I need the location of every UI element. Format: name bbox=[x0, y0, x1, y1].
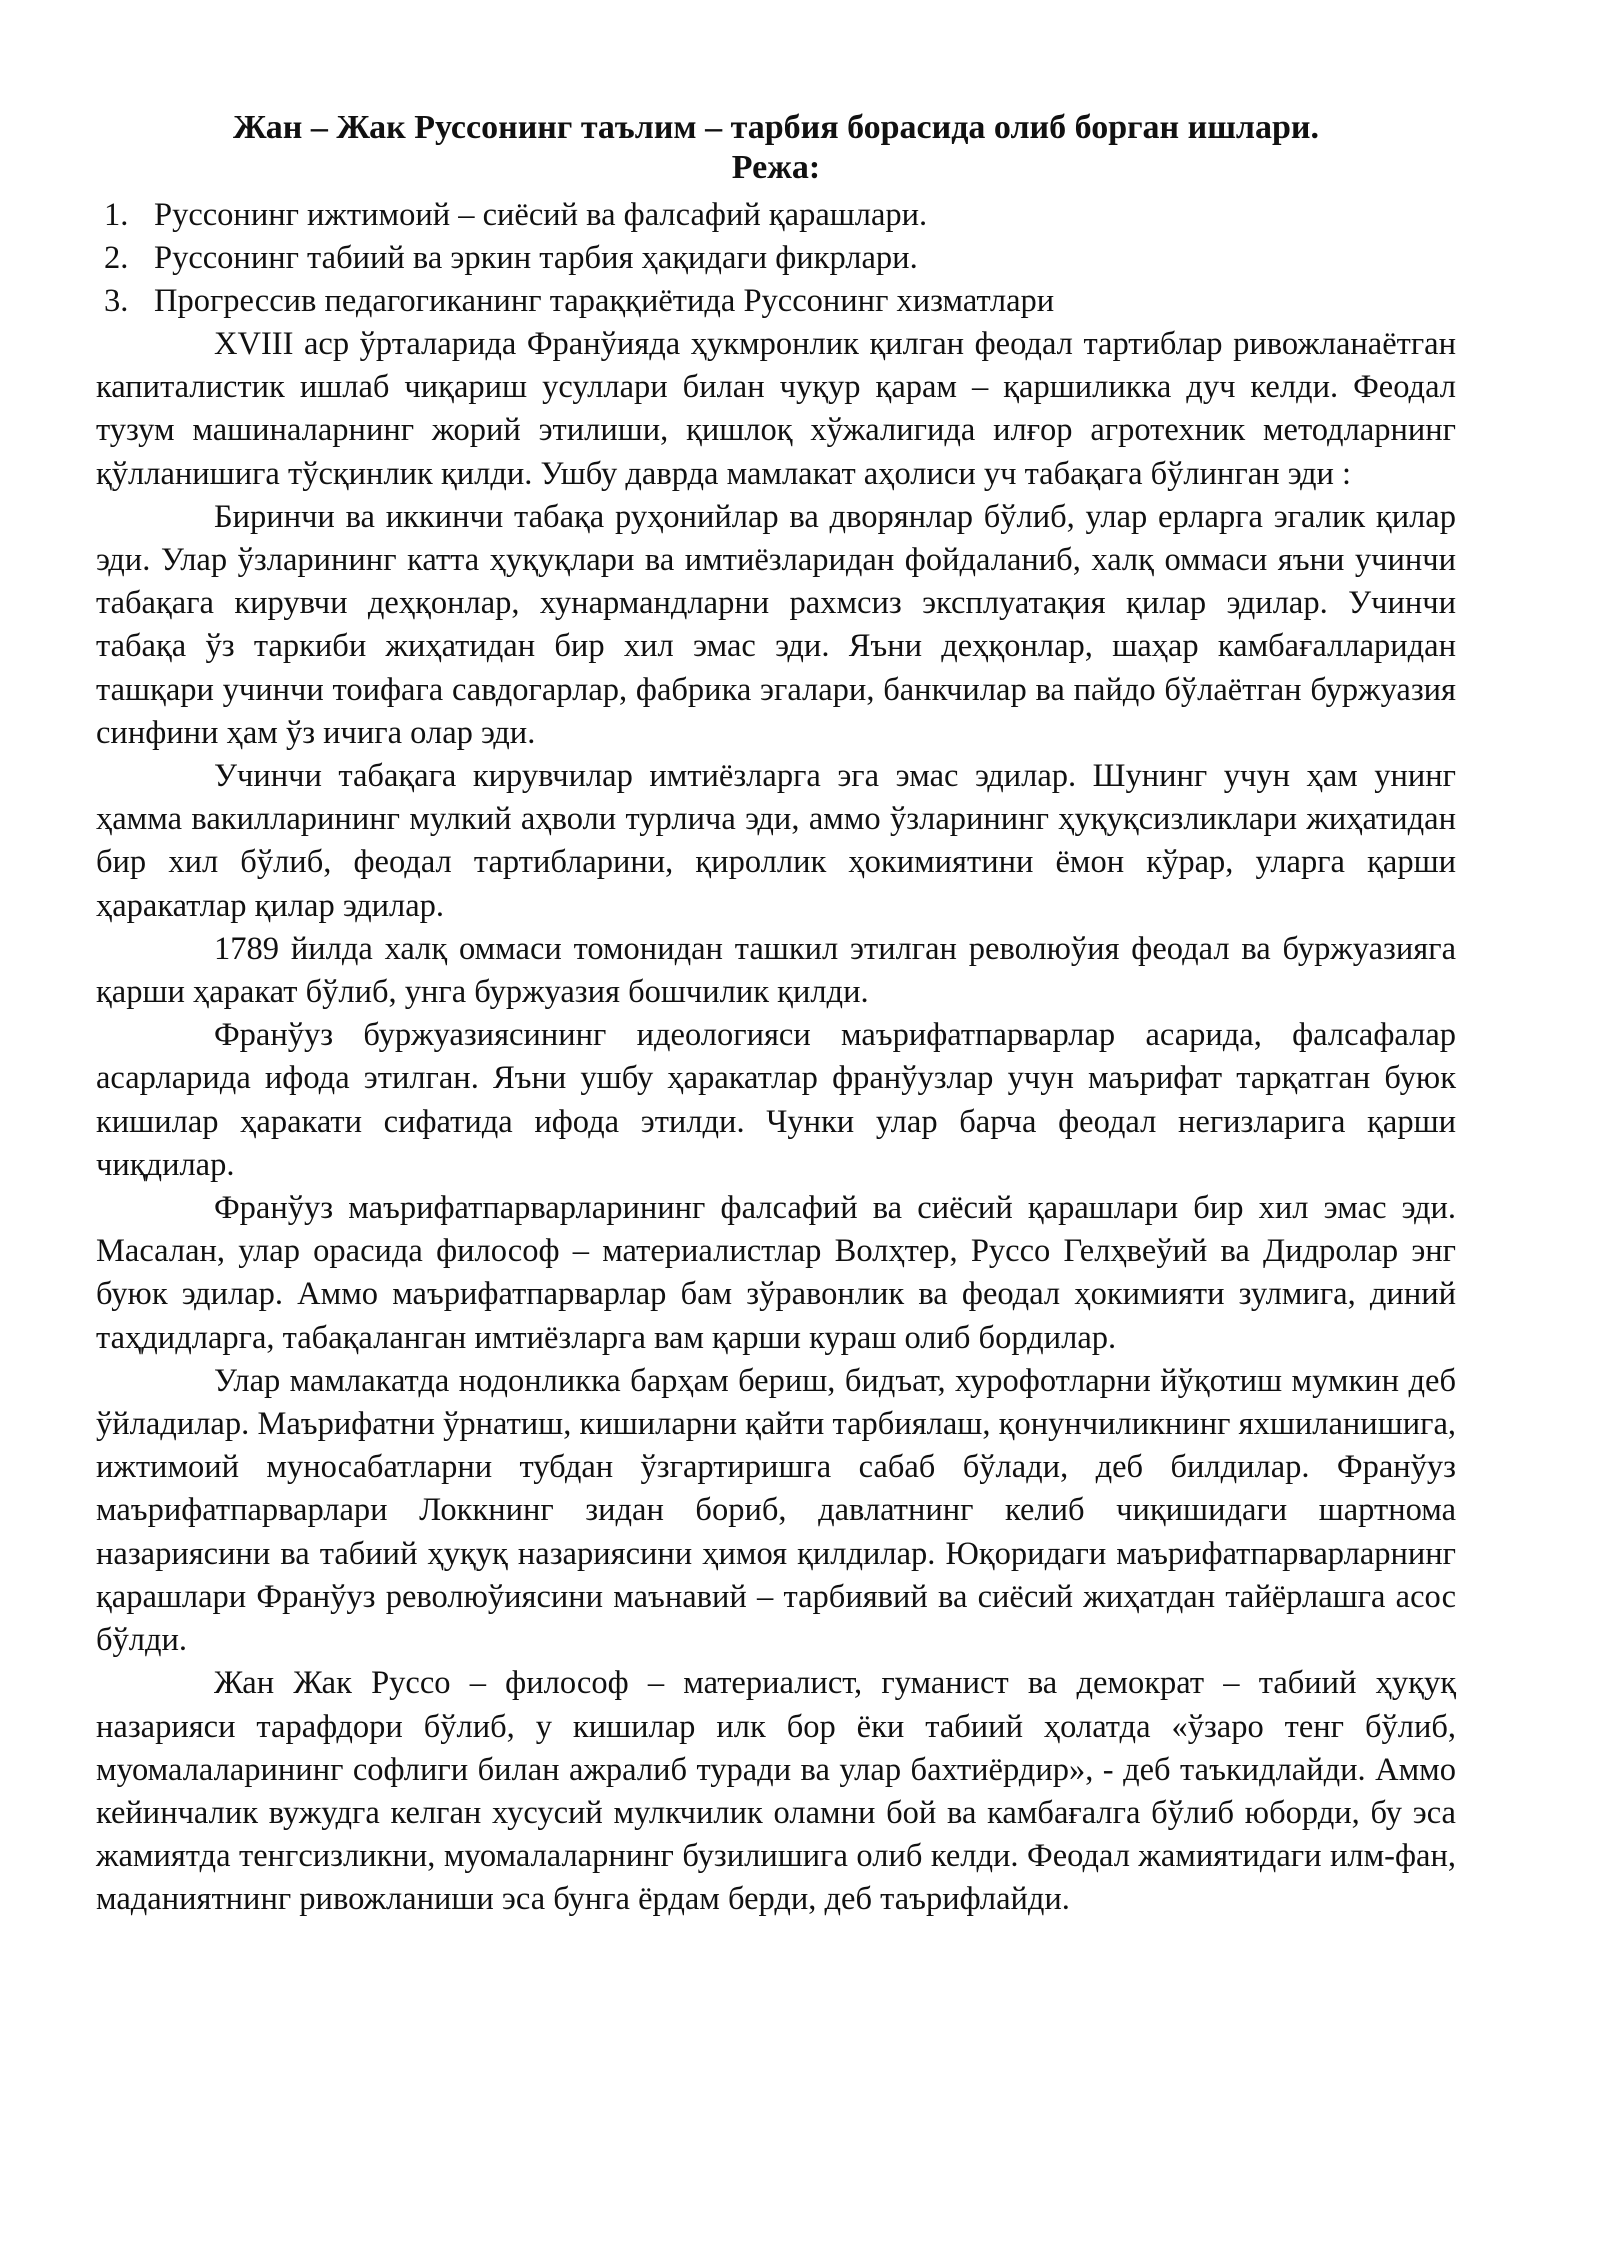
plan-item-number: 2. bbox=[104, 240, 129, 276]
document-title: Жан – Жак Руссонинг таълим – тарбия борасида олиб борган ишлари. bbox=[232, 109, 1320, 146]
plan-item bbox=[96, 194, 1456, 237]
plan-item-text: Руссонинг ижтимоий – сиёсий ва фалсафий қарашлари. bbox=[154, 197, 928, 233]
plan-item-number: 3. bbox=[104, 283, 129, 319]
plan-heading: Режа: bbox=[731, 149, 821, 186]
plan-item-text: Руссонинг табиий ва эркин тарбия ҳақидаги фикрлари. bbox=[154, 240, 918, 276]
plan-item bbox=[96, 280, 1456, 323]
plan-item-number: 1. bbox=[104, 197, 129, 233]
body-paragraph: Франўуз маърифатпарварларининг фалсафий ва сиёсий қарашлари бир хил эмас эди. Масалан, улар орасида философ – материалистлар Волҳтер, Руссо Гелҳвеўий ва Дидролар энг буюк эдилар. Аммо маърифатпарварлар бам зўравонлик ва феодал ҳокимияти зулмига, диний таҳдидларга, табақаланган имтиёзларга вам қарши кураш олиб бордилар. bbox=[96, 1190, 1456, 1356]
body-paragraph: Жан Жак Руссо – философ – материалист, гуманист ва демократ – табиий ҳуқуқ назарияси тарафдори бўлиб, у кишилар илк бор ёки табиий ҳолатда «ўзаро тенг бўлиб, муомалаларининг софлиги билан ажралиб туради ва улар бахтиёрдир», - деб таъкидлайди. Аммо кейинчалик вужудга келган хусусий мулкчилик оламни бой ва камбағалга бўлиб юборди, бу эса жамиятда тенгсизликни, муомалаларнинг бузилишига олиб келди. Феодал жамиятидаги илм-фан, маданиятнинг ривожланиши эса бунга ёрдам берди, деб таърифлайди. bbox=[96, 1665, 1456, 1918]
plan-list bbox=[96, 194, 1456, 323]
body-paragraph: Биринчи ва иккинчи табақа руҳонийлар ва дворянлар бўлиб, улар ерларга эгалик қилар эди. Улар ўзларининг катта ҳуқуқлари ва имтиёзларидан фойдаланиб, халқ оммаси яъни учинчи табақага кирувчи деҳқонлар, хунармандларни рахмсиз эксплуатақия қилар эдилар. Учинчи табақа ўз таркиби жиҳатидан бир хил эмас эди. Яъни деҳқонлар, шаҳар камбағалларидан ташқари учинчи тоифага савдогарлар, фабрика эгалари, банкчилар ва пайдо бўлаётган буржуазия синфини ҳам ўз ичига олар эди. bbox=[96, 498, 1456, 751]
plan-item bbox=[96, 237, 1456, 280]
body-paragraph: XVIII аср ўрталарида Франўияда ҳукмронлик қилган феодал тартиблар ривожланаётган капиталистик ишлаб чиқариш усуллари билан чуқур қарам – қаршиликка дуч келди. Феодал тузум машиналарнинг жорий этилиши, қишлоқ хўжалигида илғор агротехник методларнинг қўлланишига тўсқинлик қилди. Ушбу даврда мамлакат аҳолиси уч табақага бўлинган эди : bbox=[96, 326, 1456, 492]
body-paragraph: Учинчи табақага кирувчилар имтиёзларга эга эмас эдилар. Шунинг учун ҳам унинг ҳамма вакилларининг мулкий аҳволи турлича эди, аммо ўзларининг ҳуқуқсизликлари жиҳатидан бир хил бўлиб, феодал тартибларини, қироллик ҳокимиятини ёмон кўрар, уларга қарши ҳаракатлар қилар эдилар. bbox=[96, 758, 1456, 924]
body-paragraph: 1789 йилда халқ оммаси томонидан ташкил этилган революўия феодал ва буржуазияга қарши ҳаракат бўлиб, унга буржуазия бошчилик қилди. bbox=[96, 930, 1456, 1011]
document-body bbox=[96, 108, 1456, 1922]
body-paragraph: Улар мамлакатда нодонликка барҳам бериш, бидъат, хурофотларни йўқотиш мумкин деб ўйладилар. Маърифатни ўрнатиш, кишиларни қайти тарбиялаш, қонунчиликнинг яхшиланишига, ижтимоий муносабатларни тубдан ўзгартиришга сабаб бўлади, деб билдилар. Франўуз маърифатпарварлари Локкнинг зидан бориб, давлатнинг келиб чиқишидаги шартнома назариясини ва табиий ҳуқуқ назариясини ҳимоя қилдилар. Юқоридаги маърифатпарварларнинг қарашлари Франўуз революўиясини маънавий – тарбиявий ва сиёсий жиҳатдан тайёрлашга асос бўлди. bbox=[96, 1362, 1456, 1659]
plan-item-text: Прогрессив педагогиканинг тараққиётида Руссонинг хизматлари bbox=[154, 283, 1055, 319]
body-paragraph: Франўуз буржуазиясининг идеологияси маърифатпарварлар асарида, фалсафалар асарларида ифода этилган. Яъни ушбу ҳаракатлар франўузлар учун маърифат тарқатган буюк кишилар ҳаракати сифатида ифода этилди. Чунки улар барча феодал негизларига қарши чиқдилар. bbox=[96, 1017, 1456, 1183]
